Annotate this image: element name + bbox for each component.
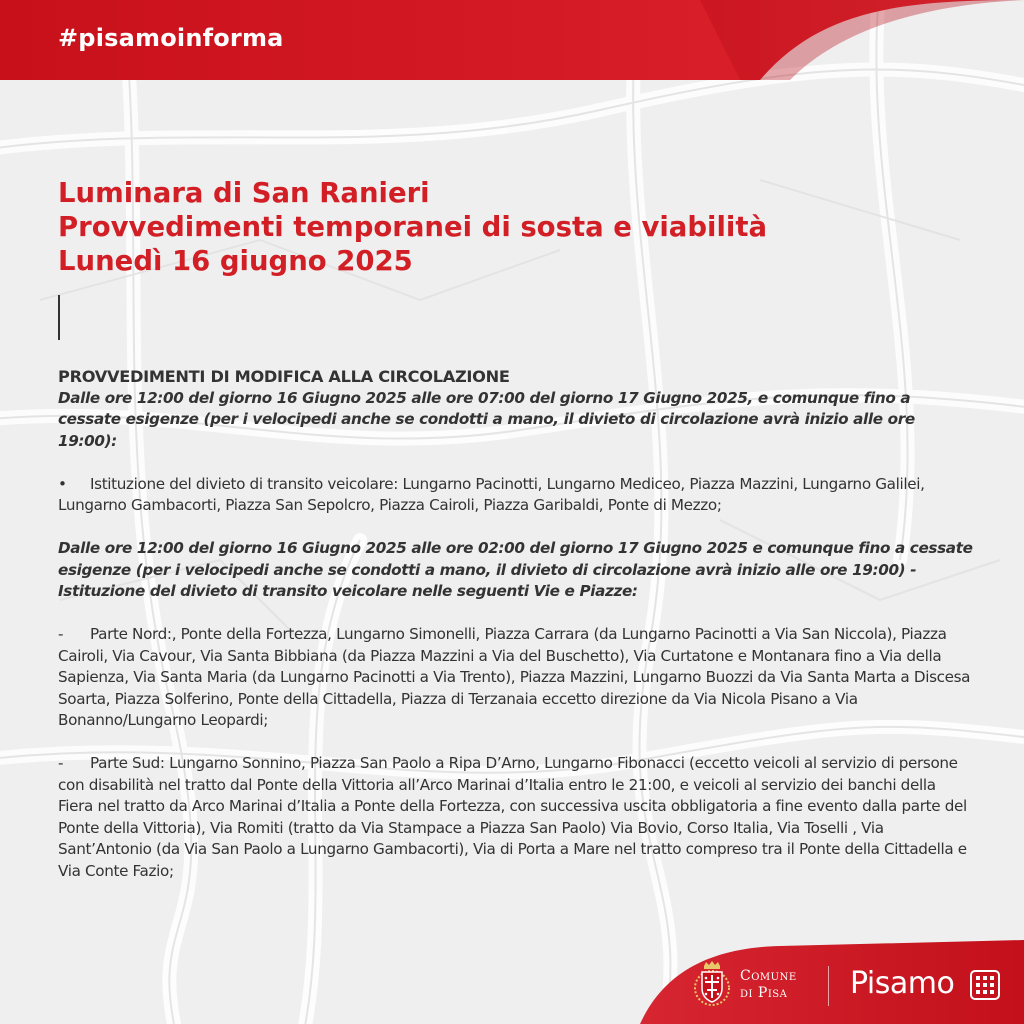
comune-line-1: Comune [740, 968, 797, 984]
title-line-1: Luminara di San Ranieri [58, 177, 430, 209]
notice-body [58, 366, 973, 882]
comune-di-pisa-logo [740, 968, 797, 1002]
pisamo-logo-text: Pisamo [850, 966, 955, 1001]
bullet-marker: • [58, 474, 67, 493]
list-item [58, 753, 973, 882]
pisa-crest-icon [692, 960, 732, 1010]
hashtag-label: #pisamoinforma [58, 24, 284, 52]
title-line-2: Provvedimenti temporanei di sosta e viabilità [58, 211, 768, 243]
parte-nord-text: Parte Nord:, Ponte della Fortezza, Lungarno Simonelli, Piazza Carrara (da Lungarno Pacinotti a Via San Niccola), Piazza Cairoli, Via Cavour, Via Santa Bibbiana (da Piazza Mazzini a Via del Buschetto), Via Curtatone e Montanara fino a Via della Sapienza, Via Santa Maria (da Lungarno Pacinotti a Via Trento), Piazza Mazzini, Lungarno Buozzi da Via Santa Marta a Discesa Soarta, Piazza Solferino, Ponte della Cittadella, Piazza di Terzanaia eccetto direzione da Via Nicola Pisano a Via Bonanno/Lungarno Leopardi; [58, 625, 971, 729]
period-2-text: Dalle ore 12:00 del giorno 16 Giugno 2025 alle ore 02:00 del giorno 17 Giugno 2025 e comunque fino a cessate esigenze (per i velocipedi anche se condotti a mano, il divieto di circolazione avrà inizio alle ore 19:00) - Istituzione del divieto di transito veicolare nelle seguenti Vie e Piazze: [58, 539, 973, 600]
comune-line-2: di Pisa [740, 985, 788, 1001]
vertical-divider [58, 295, 60, 340]
dash-marker: - [58, 625, 64, 643]
page-title [58, 176, 958, 278]
period-1-text: Dalle ore 12:00 del giorno 16 Giugno 2025 alle ore 07:00 del giorno 17 Giugno 2025, e comunque fino a cessate esigenze (per i velocipedi anche se condotti a mano, il divieto di circolazione avrà inizio alle ore 19:00): [58, 388, 915, 450]
parte-sud-text: Parte Sud: Lungarno Sonnino, Piazza San Paolo a Ripa D’Arno, Lungarno Fibonacci (eccetto veicoli al servizio di persone con disabilità nel tratto dal Ponte della Vittoria all’Arco Marinai d’Italia entro le 21:00, e veicoli al servizio dei banchi della Fiera nel tratto da Arco Marinai d’Italia a Ponte della Fortezza, con successiva uscita obbligatoria a fine evento dalla parte del Ponte della Vittoria), Via Romiti (tratto da Via Stampace a Piazza San Paolo) Via Bovio, Corso Italia, Via Toselli , Via Sant’Antonio (da Via San Paolo a Lungarno Gambacorti), Via di Porta a Mare nel tratto compreso tra il Ponte della Cittadella e Via Conte Fazio; [58, 754, 967, 880]
list-item [58, 474, 973, 517]
title-line-3: Lunedì 16 giugno 2025 [58, 245, 413, 277]
list-item [58, 624, 973, 732]
section-heading: PROVVEDIMENTI DI MODIFICA ALLA CIRCOLAZIONE [58, 367, 510, 386]
dash-marker: - [58, 754, 64, 772]
bullet-1-text: Istituzione del divieto di transito veicolare: Lungarno Pacinotti, Lungarno Mediceo, Piazza Mazzini, Lungarno Galilei, Lungarno Gambacorti, Piazza San Sepolcro, Piazza Cairoli, Piazza Garibaldi, Ponte di Mezzo; [58, 474, 925, 514]
pisamo-grid-icon [970, 970, 1000, 1000]
footer-divider [828, 966, 829, 1006]
